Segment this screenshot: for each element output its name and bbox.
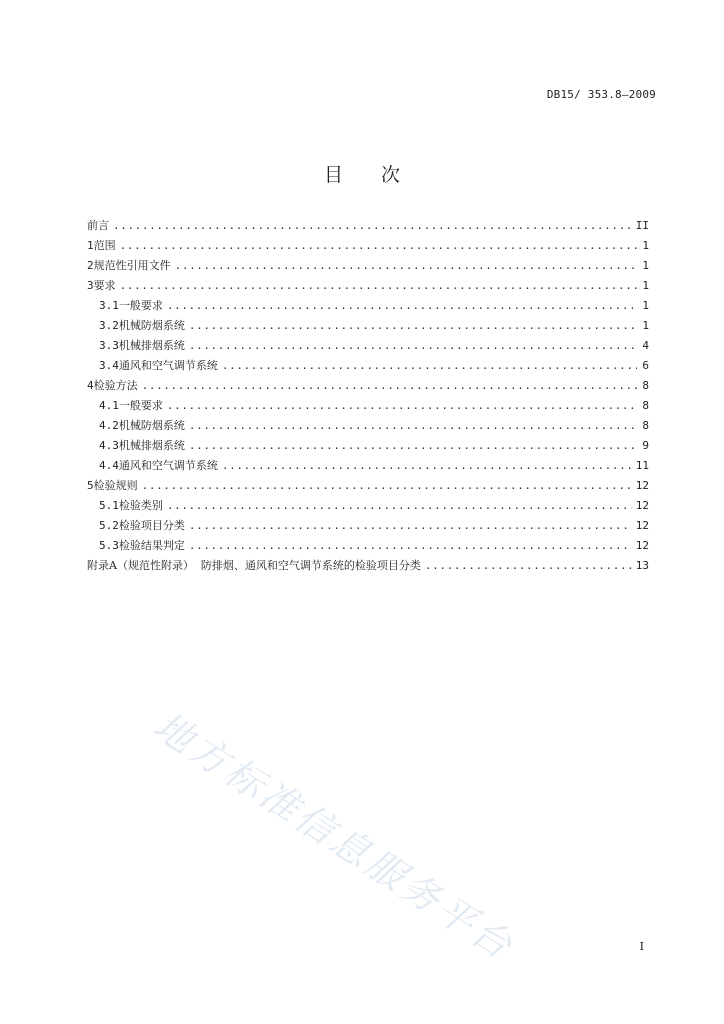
toc-entry[interactable] [87,556,649,576]
toc-entry-label: 机械排烟系统 [118,339,185,352]
toc-dot-leader [222,356,637,376]
toc-entry-number: 5.1 [99,499,119,512]
toc-entry-page: 12 [635,519,649,532]
watermark: 地方标准信息服务平台 [146,703,523,970]
toc-entry-page: 9 [642,439,649,452]
toc-entry-label: 机械防烟系统 [118,419,185,432]
toc-dot-leader [142,376,637,396]
toc-entry[interactable] [87,276,649,296]
toc-entry-label: 检验类别 [118,499,163,512]
toc-dot-leader [189,536,632,556]
toc-entry-number: 5.3 [99,539,119,552]
toc-entry[interactable] [87,216,649,236]
toc-dot-leader [175,256,637,276]
toc-entry-number: 3.3 [99,339,119,352]
toc-entry-number: 2 [87,259,94,272]
toc-entry-label: 范围 [93,239,116,252]
title-char-1: 目 [324,164,346,186]
toc-entry-page: 11 [635,459,649,472]
toc-entry[interactable] [87,316,649,336]
toc-entry-page: 8 [642,379,649,392]
toc-entry[interactable] [87,396,649,416]
toc-entry-page: 4 [642,339,649,352]
toc-entry-label: 附录A（规范性附录） 防排烟、通风和空气调节系统的检验项目分类 [87,559,421,572]
toc-entry[interactable] [87,356,649,376]
document-code: DB15/ 353.8—2009 [546,88,656,101]
toc-dot-leader [167,496,632,516]
toc-entry-label: 规范性引用文件 [93,259,171,272]
toc-entry[interactable] [87,416,649,436]
toc-entry-page: 1 [642,259,649,272]
toc-entry-number: 3.4 [99,359,119,372]
toc-entry-page: 1 [642,239,649,252]
toc-dot-leader [189,316,637,336]
page-title [0,160,724,187]
table-of-contents [87,216,649,576]
toc-entry-page: 12 [635,539,649,552]
toc-entry-label: 一般要求 [118,399,163,412]
toc-dot-leader [113,216,632,236]
toc-entry-label: 机械排烟系统 [118,439,185,452]
toc-entry-label: 检验规则 [93,479,138,492]
toc-entry-label: 通风和空气调节系统 [118,459,218,472]
toc-entry-label: 一般要求 [118,299,163,312]
title-char-2: 次 [381,164,403,186]
page-number: I [639,940,644,953]
toc-entry-label: 检验结果判定 [118,539,185,552]
toc-entry-number: 4 [87,379,94,392]
toc-entry[interactable] [87,336,649,356]
toc-entry-page: 8 [642,399,649,412]
toc-dot-leader [120,276,637,296]
toc-entry-number: 3.2 [99,319,119,332]
toc-dot-leader [222,456,632,476]
toc-entry-number: 3.1 [99,299,119,312]
toc-dot-leader [189,416,637,436]
toc-entry[interactable] [87,536,649,556]
toc-entry-number: 5.2 [99,519,119,532]
toc-entry-number: 1 [87,239,94,252]
toc-entry[interactable] [87,436,649,456]
toc-entry[interactable] [87,516,649,536]
toc-entry-label: 通风和空气调节系统 [118,359,218,372]
toc-dot-leader [142,476,632,496]
toc-dot-leader [167,296,637,316]
toc-entry-page: 8 [642,419,649,432]
toc-entry-number: 5 [87,479,94,492]
toc-entry-page: 13 [635,559,649,572]
toc-dot-leader [189,336,637,356]
toc-entry[interactable] [87,376,649,396]
toc-entry-label: 要求 [93,279,116,292]
toc-entry-label: 检验项目分类 [118,519,185,532]
toc-entry-label: 检验方法 [93,379,138,392]
toc-entry[interactable] [87,476,649,496]
toc-dot-leader [167,396,637,416]
toc-entry-label: 前言 [87,219,109,232]
toc-dot-leader [425,556,632,576]
toc-dot-leader [120,236,637,256]
toc-entry-number: 4.2 [99,419,119,432]
toc-entry-page: 12 [635,499,649,512]
toc-entry-page: 12 [635,479,649,492]
toc-entry[interactable] [87,236,649,256]
toc-entry-page: 6 [642,359,649,372]
toc-entry-page: 1 [642,279,649,292]
toc-entry-number: 4.1 [99,399,119,412]
toc-dot-leader [189,516,632,536]
toc-entry[interactable] [87,496,649,516]
toc-dot-leader [189,436,637,456]
toc-entry-page: 1 [642,319,649,332]
toc-entry-page: II [635,219,649,232]
toc-entry-number: 4.3 [99,439,119,452]
toc-entry-page: 1 [642,299,649,312]
toc-entry-label: 机械防烟系统 [118,319,185,332]
toc-entry[interactable] [87,296,649,316]
toc-entry-number: 3 [87,279,94,292]
toc-entry-number: 4.4 [99,459,119,472]
toc-entry[interactable] [87,256,649,276]
toc-entry[interactable] [87,456,649,476]
